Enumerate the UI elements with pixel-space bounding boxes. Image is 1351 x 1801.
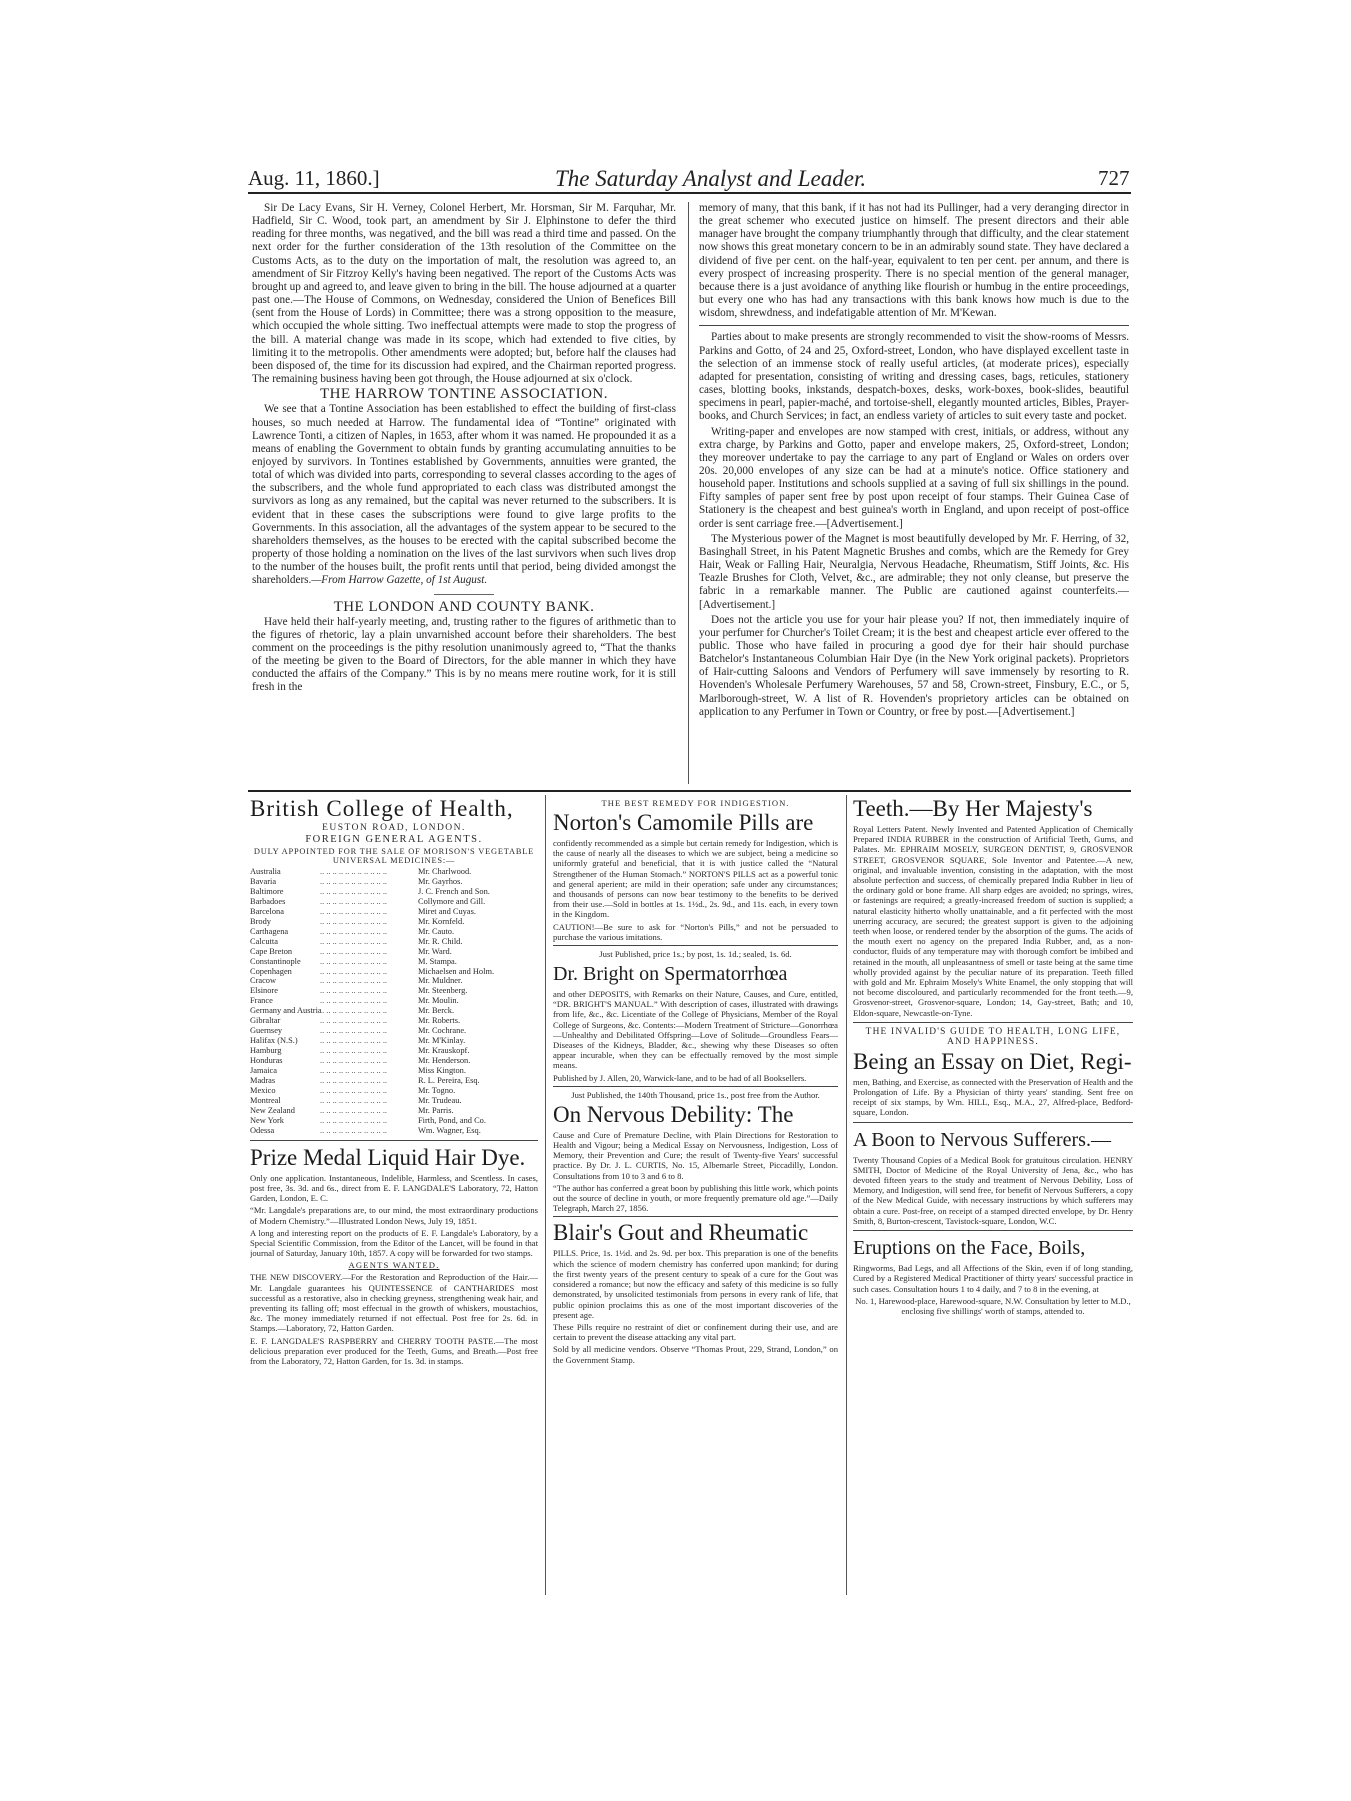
section-divider <box>434 594 494 595</box>
agent-row <box>250 1056 538 1066</box>
ad-prize-medal-body: Only one application. Instantaneous, Indelible, Harmless, and Scentless. In cases, post free, 3s. 3d. and 6s., direct from E. F. LANGDALE'S Laboratory, 72, Hatton Garden, London, E. C. <box>250 1172 538 1204</box>
ad-prize-medal-quote-1: “Mr. Langdale's preparations are, to our mind, the most extraordinary productions of Modern Chemistry.”—Illustrated London News, July 19, 1851. <box>250 1205 538 1226</box>
heading-harrow-tontine: THE HARROW TONTINE ASSOCIATION. <box>319 386 608 403</box>
ad-divider <box>853 1022 1133 1023</box>
journal-title: The Saturday Analyst and Leader. <box>555 166 867 191</box>
ad-invalid-guide-head: THE INVALID'S GUIDE TO HEALTH, LONG LIFE, AND HAPPINESS. <box>865 1026 1121 1047</box>
agent-name: Mr. Ward. <box>418 946 452 956</box>
agent-place: New York <box>250 1115 284 1125</box>
agent-name: Collymore and Gill. <box>418 896 486 906</box>
ads-column-2 <box>553 796 838 1616</box>
paragraph-parliament: Sir De Lacy Evans, Sir H. Verney, Colonel Herbert, Mr. Horsman, Sir M. Farquhar, Mr. Hadfield, Sir C. Wood, took part, an amendment by Sir J. Elphinstone to defer the third reading for three months, was negatived, and the bill was read a third time and passed. On the next order for the further consideration of the 13th resolution of the Committee on the Customs Acts, as to the duty on the importation of malt, the resolution was agreed to, an amendment of Sir Fitzroy Kelly's having been negatived. The report of the Customs Acts was brought up and agreed to, and leave given to bring in the bill. The house adjourned at a quarter past one.—The House of Commons, on Wednesday, considered the Union of Benefices Bill (sent from the House of Lords) in Committee; there was a strong opposition to the measure, which occupied the whole sitting. Two ineffectual attempts were made to stop the progress of the bill. A material change was made in its scope, which had extended to five cities, by limiting it to the metropolis. Other amendments were adopted; but, before half the clauses had been disposed of, the time for its discussion had expired, and the Chairman reported progress. The remaining business having been got through, the House adjourned at six o'clock. <box>252 202 676 386</box>
ad-agents-wanted: AGENTS WANTED. <box>348 1260 440 1271</box>
ad-bright-publisher: Published by J. Allen, 20, Warwick-lane, and to be had of all Booksellers. <box>553 1072 807 1083</box>
agent-name: Miret and Cuyas. <box>418 906 476 916</box>
agent-place: Elsinore <box>250 986 278 996</box>
agent-place: Constantinople <box>250 956 301 966</box>
ad-new-discovery: THE NEW DISCOVERY.—For the Restoration and Reproduction of the Hair.—Mr. Langdale guarantees his QUINTESSENCE of CANTHARIDES most successful as a restorative, also in checking greyness, strengthening weak hair, and preventing its falling off; most effectual in the growth of whiskers, moustachios, &c. The money immediately returned if not effectual. Post free for 2s. 6d. in Stamps.—Laboratory, 72, Hatton Garden. <box>250 1272 538 1334</box>
agent-row <box>250 1016 538 1026</box>
agent-row <box>250 1116 538 1126</box>
ad-boon-body: Twenty Thousand Copies of a Medical Book for gratuitous circulation. HENRY SMITH, Doctor of Medicine of the Royal University of Jena, &c., who has devoted fifteen years to the study and treatment of Nervous Debility, Loss of Memory, and Indigestion, will send free, for benefit of Nervous Sufferers, a copy of the New Medical Guide, with necessary instructions by which sufferers may obtain a cure. Post-free, on receipt of a stamped directed envelope, by Dr. Henry Smith, 8, Burton-crescent, Tavistock-square, London, W.C. <box>853 1154 1133 1226</box>
ad-norton-caution: CAUTION!—Be sure to ask for “Norton's Pills,” and not be persuaded to purchase the various imitations. <box>553 921 838 942</box>
agent-name: Mr. Berck. <box>418 1006 455 1016</box>
ads-divider-2 <box>846 795 847 1595</box>
ads-column-3 <box>853 796 1133 1616</box>
leader-dots: .. .. .. .. .. .. .. .. .. .. .. <box>320 906 387 916</box>
agent-place: Halifax (N.S.) <box>250 1036 298 1046</box>
text-column-right <box>699 202 1129 787</box>
agent-row <box>250 1026 538 1036</box>
leader-dots: .. .. .. .. .. .. .. .. .. .. .. <box>320 1036 387 1046</box>
ad-eruptions-title: Eruptions on the Face, Boils, <box>853 1237 1086 1260</box>
ad-norton-body: confidently recommended as a simple but certain remedy for Indigestion, which is the cause of nearly all the diseases to which we are subject, being a medicine so uniformly grateful and beneficial, that it is with justice called the “Natural Strengthener of the Human Stomach.” NORTON'S PILLS act as a powerful tonic and general aperient; are mild in their operation; safe under any circumstances; and thousands of persons can now bear testimony to the benefits to be derived from their use.—Sold in bottles at 1s. 1½d., 2s. 9d., and 11s. each, in every town in the Kingdom. <box>553 838 838 920</box>
agent-place: Baltimore <box>250 886 284 896</box>
agent-row <box>250 1066 538 1076</box>
leader-dots: .. .. .. .. .. .. .. .. .. .. .. <box>320 956 387 966</box>
agent-name: Mr. Charlwood. <box>418 867 472 876</box>
agent-place: Germany and Austria <box>250 1006 322 1016</box>
agent-row <box>250 1036 538 1046</box>
agent-place: Mexico <box>250 1085 276 1095</box>
leader-dots: .. .. .. .. .. .. .. .. .. .. .. <box>320 886 387 896</box>
text-column-left <box>252 202 676 787</box>
agent-row <box>250 1096 538 1106</box>
agent-place: Cracow <box>250 976 277 986</box>
ad-eruptions-body: Ringworms, Bad Legs, and all Affections of the Skin, even if of long standing, Cured by a Registered Medical Practitioner of thirty years' successful practice in such cases. Consultation hours 1 to 4 daily, and 7 to 8 in the evening, at <box>853 1263 1133 1294</box>
ad-divider <box>553 1086 838 1087</box>
agent-place: Gibraltar <box>250 1016 281 1026</box>
issue-date: Aug. 11, 1860.] <box>248 166 380 190</box>
tontine-text: We see that a Tontine Association has been established to effect the building of first-class houses, so much needed at Harrow. The fundamental idea of “Tontine” originated with Lawrence Tonti, a citizen of Naples, in 1653, after whom it was named. He propounded it as a means of enabling the Government to obtain funds by granting accumulating annuities to be enjoyed by survivors. In Tontines established by Governments, annuities were granted, the total of which was divided into parts, corresponding to several classes according to the ages of the subscribers, and the whole fund appropriated to each class was distributed amongst the survivors as long as any remained, but the capital was never returned to the subscribers. It is evident that in these cases the subscriptions were found to give large profits to the Governments. In this association, all the advantages of the system appear to be secured to the shareholders themselves, as the houses to be erected with the capital subscribed become the property of those holding a nomination on the lives of the last survivors when such lives drop to the number of the houses built, the profit rents until that period, being divided amongst the shareholders. <box>252 403 676 587</box>
ad-bright-pre: Just Published, price 1s.; by post, 1s. 1d.; sealed, 1s. 6d. <box>599 949 792 960</box>
agent-row <box>250 1046 538 1056</box>
column-divider-top <box>688 202 689 784</box>
agent-row <box>250 957 538 967</box>
paragraph-writing-paper: Writing-paper and envelopes are now stamped with crest, initials, or address, without any extra charge, by Parkins and Gotto, paper and envelope makers, 25, Oxford-street, London; they moreover undertake to pay the carriage to any part of England or Wales on orders over 20s. 20,000 envelopes of any size can be had at a minute's notice. Office stationery and household paper. Institutions and schools supplied at a saving of full six shillings in the pound. Fifty samples of paper sent free by post upon receipt of four stamps. Their Guinea Case of Stationery is the cheapest and best guinea's worth in England, and upon receipt of post-office order is sent carriage free.—[Advertisement.] <box>699 425 1129 530</box>
agent-name: Mr. Cauto. <box>418 926 455 936</box>
leader-dots: .. .. .. .. .. .. .. .. .. .. .. <box>320 1006 387 1016</box>
ad-eruptions-address: No. 1, Harewood-place, Harewood-square, N.W. Consultation by letter to M.D., enclosing five shillings' worth of stamps, attended to. <box>855 1295 1131 1316</box>
agent-place: Calcutta <box>250 936 278 946</box>
agent-name: M. Stampa. <box>418 956 457 966</box>
agent-row <box>250 897 538 907</box>
ad-nervous-quote: “The author has conferred a great boon by publishing this little work, which points out the source of decline in youth, or more frequently premature old age.”—Daily Telegraph, March 27, 1856. <box>553 1182 838 1214</box>
ad-british-college-address: EUSTON ROAD, LONDON. <box>322 823 466 833</box>
agent-place: Australia <box>250 867 281 876</box>
paragraph-parkins-gotto: Parties about to make presents are strongly recommended to visit the show-rooms of Messrs. Parkins and Gotto, of 24 and 25, Oxford-street, London, who have displayed excellent taste in the selection of an immense stock of really useful articles, (at moderate prices), especially adapted for presentation, consisting of writing and dressing cases, bags, reticules, stationery cases, blotting books, inkstands, despatch-boxes, desks, work-boxes, book-slides, beautiful specimens in pearl, papier-maché, and tortoise-shell, elegantly mounted articles, Bibles, Prayer-books, and Church Services; in fact, an endless variety of articles to suit every taste and pocket. <box>699 331 1129 423</box>
ad-divider <box>853 1230 1133 1231</box>
ad-being-title: Being an Essay on Diet, Regi- <box>853 1048 1132 1074</box>
leader-dots: .. .. .. .. .. .. .. .. .. .. .. <box>320 996 387 1006</box>
ad-prize-medal-quote-2: A long and interesting report on the products of E. F. Langdale's Laboratory, by a Special Scientific Commission, from the Editor of the Lancet, will be found in that journal of Saturday, January 10th, 1857. A copy will be forwarded for two stamps. <box>250 1227 538 1259</box>
agent-place: Guernsey <box>250 1026 283 1036</box>
ad-nervous-title: On Nervous Debility: The <box>553 1101 794 1127</box>
agent-name: Mr. Roberts. <box>418 1016 461 1026</box>
ads-top-rule <box>248 790 1131 792</box>
leader-dots: .. .. .. .. .. .. .. .. .. .. .. <box>320 1085 387 1095</box>
leader-dots: .. .. .. .. .. .. .. .. .. .. .. <box>320 1105 387 1115</box>
ad-tooth-paste: E. F. LANGDALE'S RASPBERRY and CHERRY TOOTH PASTE.—The most delicious preparation ever produced for the Teeth, Gums, and Breath.—Post free from the Laboratory, 72, Hatton Garden, for 1s. 3d. in stamps. <box>250 1335 538 1366</box>
agent-place: Bavaria <box>250 876 277 886</box>
ad-divider <box>553 945 838 946</box>
agent-place: Honduras <box>250 1056 283 1066</box>
leader-dots: .. .. .. .. .. .. .. .. .. .. .. <box>320 946 387 956</box>
ad-bright-title: Dr. Bright on Spermatorrhœa <box>553 963 788 986</box>
tontine-source: —From Harrow Gazette, of 1st August. <box>311 574 488 587</box>
ad-blair-body: PILLS. Price, 1s. 1½d. and 2s. 9d. per box. This preparation is one of the benefits which the science of modern chemistry has conferred upon mankind; for during the first twenty years of the present century to speak of a cure for the Gout was considered a romance; but now the efficacy and safety of this medicine is so fully demonstrated, by unsolicited testimonials from persons in every rank of life, that public opinion proclaims this as one of the most important discoveries of the present age. <box>553 1248 838 1320</box>
agent-name: Mr. Trudeau. <box>418 1095 462 1105</box>
agent-name: Mr. Parris. <box>418 1105 454 1115</box>
leader-dots: .. .. .. .. .. .. .. .. .. .. .. <box>320 966 387 976</box>
ad-blair-body-2: These Pills require no restraint of diet or confinement during their use, and are certain to prevent the disease attacking any vital part. <box>553 1321 838 1343</box>
agent-row <box>250 1126 538 1136</box>
agent-name: J. C. French and Son. <box>418 886 490 896</box>
page-number: 727 <box>1098 166 1130 190</box>
agent-place: Brody <box>250 916 271 926</box>
ad-british-college-title: British College of Health, <box>250 796 514 821</box>
agent-place: Montreal <box>250 1095 281 1105</box>
ad-blair-sold: Sold by all medicine vendors. Observe “Thomas Prout, 229, Strand, London,” on the Government Stamp. <box>553 1344 838 1365</box>
leader-dots: .. .. .. .. .. .. .. .. .. .. .. <box>320 1066 387 1076</box>
ad-nervous-body: Cause and Cure of Premature Decline, with Plain Directions for Restoration to Health and Vigour; being a Medical Essay on Nervousness, Indigestion, Loss of Memory, their Prevention and Cure; the result of Twenty-five Years' successful practice. By Dr. J. L. CURTIS, No. 15, Albemarle Street, Piccadilly, London. Consultations from 10 to 3 and 6 to 8. <box>553 1129 838 1181</box>
agent-row <box>250 976 538 986</box>
leader-dots: .. .. .. .. .. .. .. .. .. .. .. <box>320 1076 387 1086</box>
agent-place: Barcelona <box>250 906 284 916</box>
leader-dots: .. .. .. .. .. .. .. .. .. .. .. <box>320 1125 387 1135</box>
leader-dots: .. .. .. .. .. .. .. .. .. .. .. <box>320 986 387 996</box>
ad-teeth-body: Royal Letters Patent. Newly Invented and Patented Application of Chemically Prepared INDIA RUBBER in the construction of Artificial Teeth, Gums, and Palates. Mr. EPHRAIM MOSELY, SURGEON DENTIST, 9, GROSVENOR STREET, GROSVENOR SQUARE, Sole Inventor and Patentee.—A new, original, and invaluable invention, consisting in the adaptation, with the most absolute perfection and success, of chemically prepared India Rubber in lieu of the ordinary gold or bone frame. All sharp edges are avoided; no springs, wires, or fastenings are required; a greatly-increased freedom of suction is supplied; a natural elasticity hitherto wholly unattainable, and a fit perfected with the most unerring accuracy, are secured; the greatest support is given to the adjoining teeth when loose, or rendered tender by the absorption of the gums. The acids of the mouth exert no agency on the prepared India Rubber, and, as a non-conductor, fluids of any temperature may with thorough comfort be imbibed and retained in the mouth, all unpleasantness of smell or taste being at the same time wholly provided against by the peculiar nature of its preparation. Teeth filled with gold and Mr. Ephraim Mosely's White Enamel, the only stopping that will not become discoloured, and particularly recommended for the front teeth.—9, Grosvenor-street, Grosvenor-square, London; 14, Gay-street, Bath; and 10, Eldon-square, Newcastle-on-Tyne. <box>853 824 1133 1018</box>
ads-divider-1 <box>545 795 546 1595</box>
paragraph-hair-cream: Does not the article you use for your hair please you? If not, then immediately inquire of your perfumer for Churcher's Toilet Cream; it is the best and cheapest article ever offered to the public. Those who have failed in procuring a good dye for their hair should purchase Batchelor's Instantaneous Columbian Hair Dye (in the New York original packets). Proprietors of Hair-cutting Saloons and Vendors of Perfumery will save immensely by resorting to R. Hovenden's Wholesale Perfumery Warehouses, 57 and 58, Crown-street, Finsbury, E.C., or 5, Marlborough-street, W. A list of R. Hovenden's proprietory articles can be obtained on application to any Perfumer in Town or Country, or free by post.—[Advertisement.] <box>699 613 1129 718</box>
agent-name: Mr. Steenberg. <box>418 986 468 996</box>
leader-dots: .. .. .. .. .. .. .. .. .. .. .. <box>320 976 387 986</box>
agent-name: R. L. Pereira, Esq. <box>418 1076 480 1086</box>
leader-dots: .. .. .. .. .. .. .. .. .. .. .. <box>320 1026 387 1036</box>
agent-row <box>250 996 538 1006</box>
agent-place: Odessa <box>250 1125 275 1135</box>
ad-divider <box>250 1140 538 1141</box>
agent-place: Barbadoes <box>250 896 286 906</box>
ad-teeth-title: Teeth.—By Her Majesty's <box>853 796 1093 821</box>
ad-prize-medal-title: Prize Medal Liquid Hair Dye. <box>250 1144 526 1170</box>
leader-dots: .. .. .. .. .. .. .. .. .. .. .. <box>320 936 387 946</box>
leader-dots: .. .. .. .. .. .. .. .. .. .. .. <box>320 1056 387 1066</box>
leader-dots: .. .. .. .. .. .. .. .. .. .. .. <box>320 926 387 936</box>
agent-row <box>250 917 538 927</box>
agent-row <box>250 877 538 887</box>
ad-british-college-agents-head: FOREIGN GENERAL AGENTS. <box>305 834 483 845</box>
agent-place: Madras <box>250 1076 276 1086</box>
agent-place: Carthagena <box>250 926 289 936</box>
agent-row <box>250 1106 538 1116</box>
agent-place: Hamburg <box>250 1046 282 1056</box>
agent-row <box>250 887 538 897</box>
agent-row <box>250 907 538 917</box>
agent-place: France <box>250 996 273 1006</box>
leader-dots: .. .. .. .. .. .. .. .. .. .. .. <box>320 1115 387 1125</box>
paragraph-magnet: The Mysterious power of the Magnet is most beautifully developed by Mr. F. Herring, of 32, Basinghall Street, in his Patent Magnetic Brushes and combs, which are the Remedy for Grey Hair, Weak or Falling Hair, Neuralgia, Nervous Headache, Rheumatism, Stiff Joints, &c. His Teazle Brushes for Cloth, Velvet, &c., are admirable; they not only cleanse, but preserve the fabric in a remarkable manner. The Public are cautioned against counterfeits.—[Advertisement.] <box>699 532 1129 611</box>
agent-name: Mr. Cochrane. <box>418 1026 467 1036</box>
agent-row <box>250 1076 538 1086</box>
agent-name: Mr. Henderson. <box>418 1056 471 1066</box>
agent-name: Mr. Muldner. <box>418 976 463 986</box>
agent-row <box>250 986 538 996</box>
agent-name: Mr. Togno. <box>418 1085 456 1095</box>
leader-dots: .. .. .. .. .. .. .. .. .. .. .. <box>320 1016 387 1026</box>
ad-nervous-pre: Just Published, the 140th Thousand, price 1s., post free from the Author. <box>571 1089 820 1100</box>
agent-place: New Zealand <box>250 1105 295 1115</box>
agent-row <box>250 947 538 957</box>
agent-name: Michaelsen and Holm. <box>418 966 495 976</box>
agent-name: Mr. Gayrhos. <box>418 876 463 886</box>
agent-row <box>250 867 538 877</box>
leader-dots: .. .. .. .. .. .. .. .. .. .. .. <box>320 867 387 876</box>
paragraph-bank: Have held their half-yearly meeting, and, trusting rather to the figures of arithmetic than to the figures of rhetoric, lay a plain unvarnished account before their shareholders. The best comment on the proceedings is the pithy resolution unanimously agreed to, “That the thanks of the meeting be given to the Board of Directors, for the able manner in which they have conducted the affairs of the Company.” This is by no means mere routine work, for it is still fresh in the <box>252 615 676 694</box>
agent-row <box>250 927 538 937</box>
ad-norton-head: THE BEST REMEDY FOR INDIGESTION. <box>601 798 790 808</box>
ad-bright-body: and other DEPOSITS, with Remarks on their Nature, Causes, and Cure, entitled, “DR. BRIGHT'S MANUAL.” With description of cases, illustrated with drawings from life, &c., &c. Licentiate of the College of Physicians, Member of the Royal College of Surgeons, &c. Contents:—Modern Treatment of Stricture—Gonorrhœa—Unhealthy and Debilitated Offspring—Love of Solitude—Groundless Fears—Diseases of the Kidneys, Bladder, &c., shewing why these Diseases so often appear incurable, when they can be effectually removed by the most simple means. <box>553 989 838 1071</box>
agent-name: Wm. Wagner, Esq. <box>418 1125 481 1135</box>
leader-dots: .. .. .. .. .. .. .. .. .. .. .. <box>320 876 387 886</box>
ad-divider <box>853 1122 1133 1123</box>
agents-list <box>250 867 538 1136</box>
ad-divider <box>553 1216 838 1217</box>
ad-blair-title: Blair's Gout and Rheumatic <box>553 1220 809 1246</box>
paragraph-tontine <box>252 403 676 587</box>
header-rule <box>248 192 1131 194</box>
paragraph-divider <box>699 325 1129 326</box>
leader-dots: .. .. .. .. .. .. .. .. .. .. .. <box>320 1095 387 1105</box>
agent-place: Cape Breton <box>250 946 293 956</box>
ads-column-1 <box>250 796 538 1616</box>
agent-name: Mr. Kornfeld. <box>418 916 465 926</box>
agent-name: Mr. Krauskopf. <box>418 1046 470 1056</box>
ad-boon-title: A Boon to Nervous Sufferers.— <box>853 1128 1111 1151</box>
agent-name: Miss Kington. <box>418 1066 466 1076</box>
heading-london-county-bank: THE LONDON AND COUNTY BANK. <box>333 598 595 615</box>
ad-british-college-note: DULY APPOINTED FOR THE SALE OF MORISON'S VEGETABLE UNIVERSAL MEDICINES:— <box>253 847 535 865</box>
agent-name: Mr. M'Kinlay. <box>418 1036 466 1046</box>
agent-name: Firth, Pond, and Co. <box>418 1115 486 1125</box>
ad-norton-title: Norton's Camomile Pills are <box>553 810 814 835</box>
agent-row <box>250 1006 538 1016</box>
agent-place: Copenhagen <box>250 966 292 976</box>
agent-row <box>250 1086 538 1096</box>
agent-name: Mr. Moulin. <box>418 996 459 1006</box>
agent-row <box>250 967 538 977</box>
paragraph-bank-cont: memory of many, that this bank, if it has not had its Pullinger, had a very deranging director in the great schemer who executed justice on himself. The present directors and their able manager have brought the company triumphantly through that difficulty, and the clear statement now shows this great monetary concern to be in an admirably sound state. They have declared a dividend of five per cent. on the half-year, equivalent to ten per cent. per annum, and there is every prospect of increasing prosperity. There is no special mention of the general manager, because there is a just avoidance of anything like flourish or humbug in the entire proceedings, but every one who has had any transactions with this bank knows how much is due to the wisdom, shrewdness, and indefatigable attention of Mr. M'Kewan. <box>699 202 1129 320</box>
leader-dots: .. .. .. .. .. .. .. .. .. .. .. <box>320 896 387 906</box>
agent-place: Jamaica <box>250 1066 277 1076</box>
leader-dots: .. .. .. .. .. .. .. .. .. .. .. <box>320 1046 387 1056</box>
ad-being-body: men, Bathing, and Exercise, as connected with the Preservation of Health and the Prolongation of Life. By a Physician of thirty years' standing. Sent free on receipt of six stamps, by Wm. HILL, Esq., M.A., 27, Alfred-place, Bedford-square, London. <box>853 1076 1133 1118</box>
agent-row <box>250 937 538 947</box>
agent-name: Mr. R. Child. <box>418 936 463 946</box>
leader-dots: .. .. .. .. .. .. .. .. .. .. .. <box>320 916 387 926</box>
